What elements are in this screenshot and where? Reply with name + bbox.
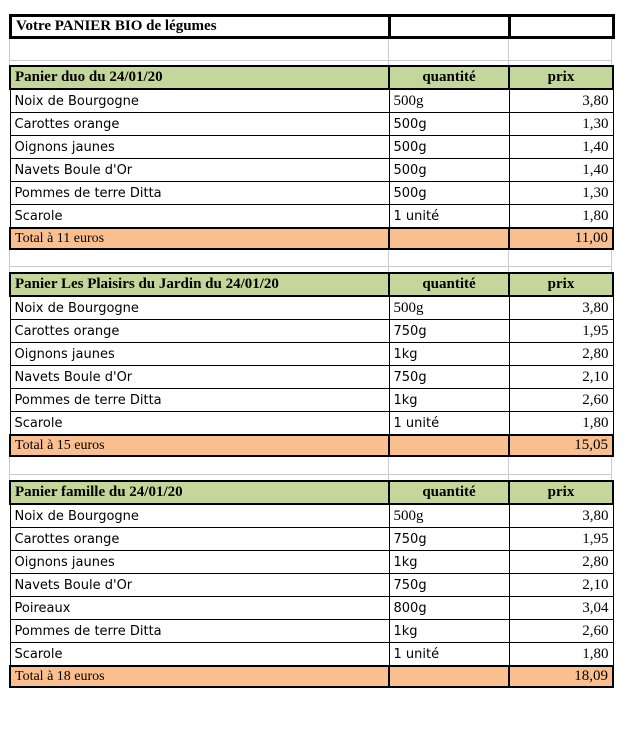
item-name: Pommes de terre Ditta (10, 389, 389, 412)
item-quantity: 800g (389, 597, 509, 620)
item-name: Carottes orange (10, 528, 389, 551)
item-price: 1,95 (509, 320, 613, 343)
item-row (10, 113, 613, 136)
item-quantity: 1 unité (389, 205, 509, 229)
item-price: 3,80 (509, 504, 613, 528)
item-name: Navets Boule d'Or (10, 159, 389, 182)
item-row (10, 643, 613, 667)
item-quantity: 500g (389, 159, 509, 182)
item-name: Oignons jaunes (10, 343, 389, 366)
item-price: 3,80 (509, 296, 613, 320)
basket-table-duo (9, 65, 614, 250)
item-price: 3,04 (509, 597, 613, 620)
item-quantity: 1kg (389, 389, 509, 412)
item-price: 2,10 (509, 574, 613, 597)
item-name: Pommes de terre Ditta (10, 620, 389, 643)
item-price: 1,40 (509, 159, 613, 182)
item-quantity: 1 unité (389, 412, 509, 436)
grid-empty-zone (9, 457, 612, 480)
column-header-price: prix (509, 273, 613, 296)
gridline-horizontal (9, 266, 612, 267)
item-quantity: 500g (389, 182, 509, 205)
total-label: Total à 11 euros (10, 228, 389, 249)
total-label: Total à 18 euros (10, 666, 389, 687)
item-price: 1,80 (509, 643, 613, 667)
item-price: 2,60 (509, 620, 613, 643)
basket-header-row (10, 273, 613, 296)
column-header-quantity: quantité (389, 481, 509, 504)
column-header-price: prix (509, 66, 613, 89)
item-row (10, 389, 613, 412)
item-row (10, 597, 613, 620)
item-price: 1,40 (509, 136, 613, 159)
item-row (10, 574, 613, 597)
gridline-vertical (508, 39, 509, 65)
item-row (10, 412, 613, 436)
item-quantity: 750g (389, 574, 509, 597)
item-name: Poireaux (10, 597, 389, 620)
grid-empty-zone (9, 39, 612, 65)
gridline-vertical (9, 457, 10, 480)
total-row (10, 228, 613, 249)
item-name: Noix de Bourgogne (10, 296, 389, 320)
item-row (10, 504, 613, 528)
item-row (10, 320, 613, 343)
item-price: 1,30 (509, 113, 613, 136)
title-row (11, 16, 614, 38)
item-row (10, 182, 613, 205)
basket-table-plaisirs-du-jardin (9, 272, 614, 457)
item-name: Carottes orange (10, 320, 389, 343)
column-header-price: prix (509, 481, 613, 504)
workbook-title-table (9, 14, 615, 39)
basket-header-row (10, 481, 613, 504)
item-name: Pommes de terre Ditta (10, 182, 389, 205)
gridline-vertical (611, 457, 612, 480)
item-name: Navets Boule d'Or (10, 574, 389, 597)
item-row (10, 89, 613, 113)
gridline-horizontal (9, 60, 612, 61)
item-quantity: 500g (389, 113, 509, 136)
item-row (10, 205, 613, 229)
total-price: 18,09 (509, 666, 613, 687)
total-empty-quantity-cell (389, 228, 509, 249)
item-row (10, 136, 613, 159)
gridline-vertical (611, 250, 612, 272)
gridline-vertical (508, 457, 509, 480)
item-quantity: 1kg (389, 620, 509, 643)
column-header-quantity: quantité (389, 273, 509, 296)
gridline-vertical (9, 39, 10, 65)
title-empty-cell-quantity (390, 16, 510, 38)
item-row (10, 528, 613, 551)
item-price: 1,80 (509, 412, 613, 436)
basket-header-row (10, 66, 613, 89)
gridline-vertical (388, 250, 389, 272)
item-quantity: 1kg (389, 551, 509, 574)
item-row (10, 551, 613, 574)
item-price: 2,10 (509, 366, 613, 389)
basket-title: Panier famille du 24/01/20 (10, 481, 389, 504)
item-price: 1,30 (509, 182, 613, 205)
total-empty-quantity-cell (389, 666, 509, 687)
total-price: 15,05 (509, 435, 613, 456)
item-name: Oignons jaunes (10, 136, 389, 159)
item-quantity: 1 unité (389, 643, 509, 667)
item-row (10, 366, 613, 389)
total-row (10, 666, 613, 687)
item-quantity: 500g (389, 136, 509, 159)
total-label: Total à 15 euros (10, 435, 389, 456)
item-quantity: 500g (389, 89, 509, 113)
item-name: Carottes orange (10, 113, 389, 136)
item-name: Noix de Bourgogne (10, 89, 389, 113)
gridline-vertical (611, 39, 612, 65)
item-quantity: 750g (389, 528, 509, 551)
item-name: Noix de Bourgogne (10, 504, 389, 528)
item-quantity: 1kg (389, 343, 509, 366)
item-row (10, 620, 613, 643)
item-price: 1,80 (509, 205, 613, 229)
item-price: 2,60 (509, 389, 613, 412)
title-empty-cell-price (510, 16, 614, 38)
grid-empty-zone (9, 250, 612, 272)
item-price: 3,80 (509, 89, 613, 113)
gridline-vertical (388, 457, 389, 480)
page-title: Votre PANIER BIO de légumes (11, 16, 390, 38)
gridline-vertical (508, 250, 509, 272)
basket-title: Panier Les Plaisirs du Jardin du 24/01/20 (10, 273, 389, 296)
item-price: 1,95 (509, 528, 613, 551)
column-header-quantity: quantité (389, 66, 509, 89)
item-row (10, 296, 613, 320)
item-row (10, 159, 613, 182)
item-quantity: 750g (389, 320, 509, 343)
item-name: Oignons jaunes (10, 551, 389, 574)
item-row (10, 343, 613, 366)
gridline-vertical (9, 250, 10, 272)
basket-table-famille (9, 480, 614, 688)
item-quantity: 500g (389, 504, 509, 528)
item-name: Scarole (10, 205, 389, 229)
total-empty-quantity-cell (389, 435, 509, 456)
gridline-vertical (388, 39, 389, 65)
basket-title: Panier duo du 24/01/20 (10, 66, 389, 89)
item-quantity: 500g (389, 296, 509, 320)
item-price: 2,80 (509, 343, 613, 366)
item-name: Scarole (10, 643, 389, 667)
item-quantity: 750g (389, 366, 509, 389)
total-row (10, 435, 613, 456)
item-price: 2,80 (509, 551, 613, 574)
item-name: Scarole (10, 412, 389, 436)
gridline-horizontal (9, 474, 612, 475)
item-name: Navets Boule d'Or (10, 366, 389, 389)
total-price: 11,00 (509, 228, 613, 249)
